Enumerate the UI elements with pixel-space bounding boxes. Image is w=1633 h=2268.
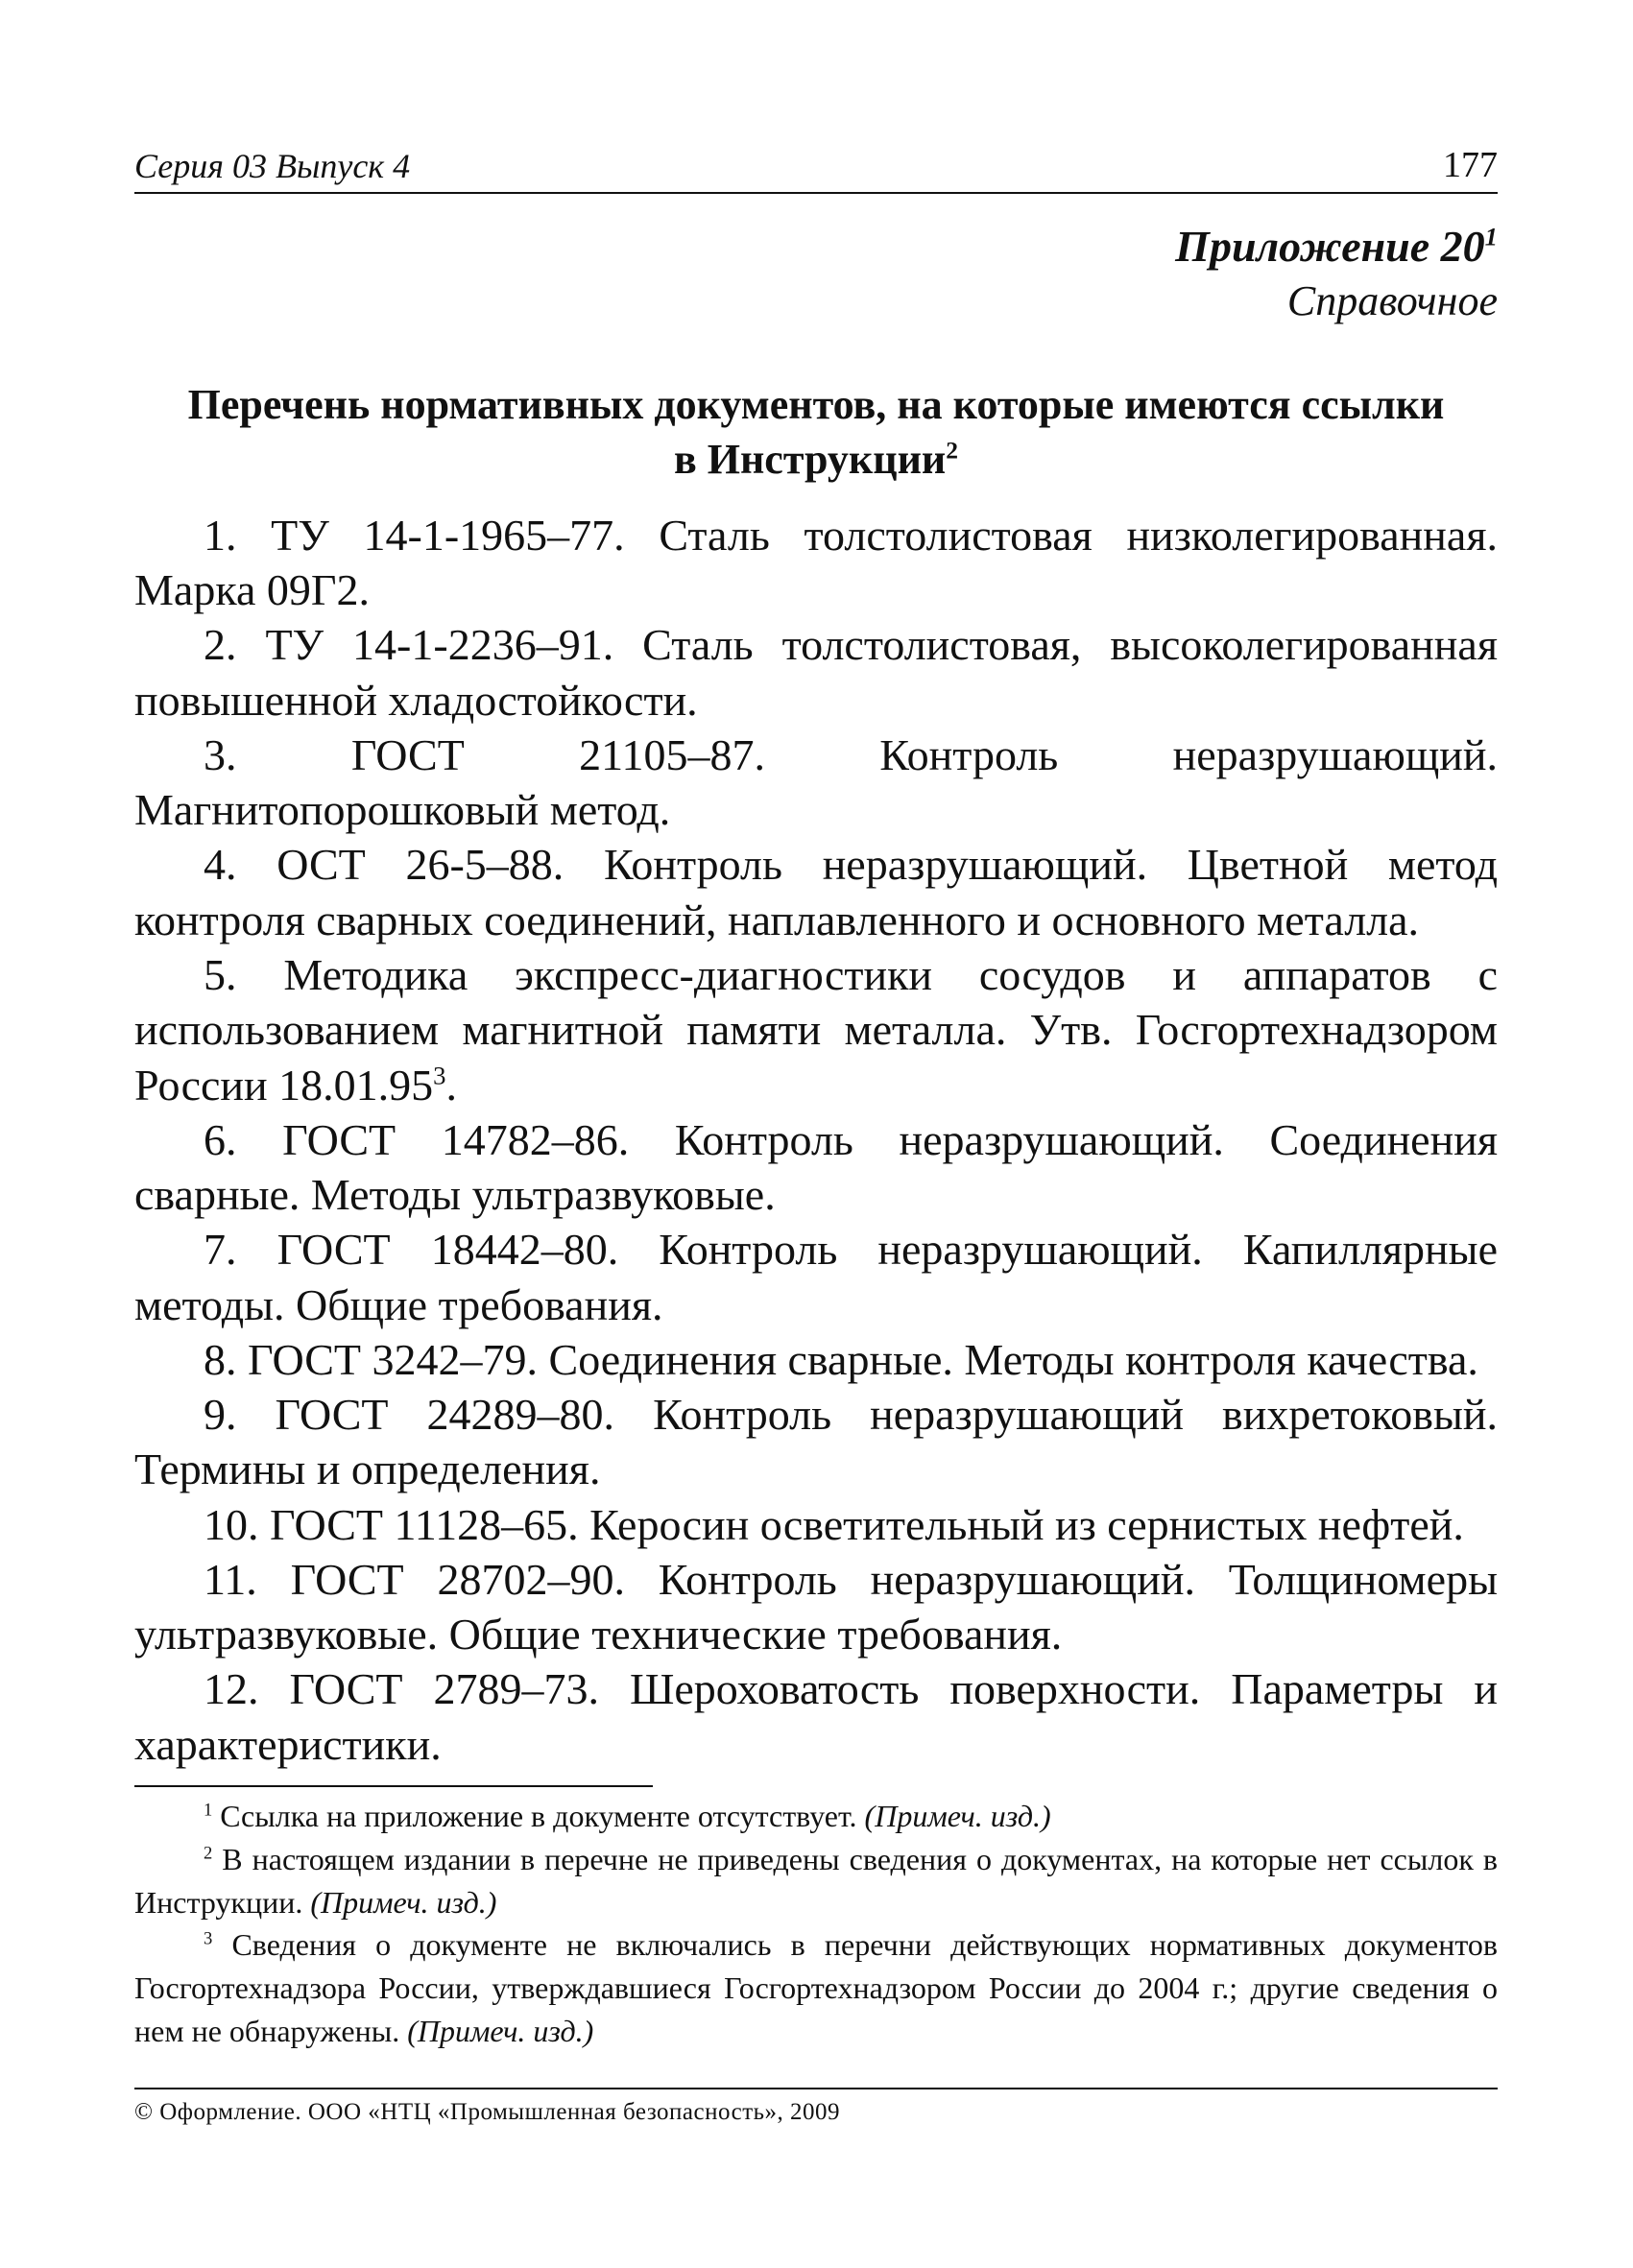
appendix-subtitle: Справочное bbox=[1286, 276, 1498, 324]
footnote-ref: 3 bbox=[433, 1061, 446, 1090]
footnote-mark: 3 bbox=[204, 1928, 213, 1949]
document-title: Перечень нормативных документов, на которые имеются ссылки в Инструкции$^2$ bbox=[187, 380, 1445, 483]
appendix-title: Приложение $20^1$ bbox=[1175, 222, 1498, 271]
series-label: Серия 03 Выпуск 4 bbox=[134, 147, 411, 185]
footnote: $^3$ Сведения о документе не включались в перечни действующих нормативных документов Госгортехнадзора России, утверждавшиеся Госгортехнадзором России до 2004 г.; другие сведения о нем не обнаружены. (Примеч. изд.) bbox=[134, 1927, 1499, 2048]
footnote-mark: 2 bbox=[204, 1843, 213, 1864]
list-item: 5. Методика экспресс-диагностики сосудов и аппаратов с использованием магнитной памяти металла. Утв. Госгортехнадзором России 18.01.95$^3$. bbox=[134, 950, 1498, 1110]
list-item: 4. ОСТ 26-5–88. Контроль неразрушающий. Цветной метод контроля сварных соединений, наплавленного и основного металла. bbox=[134, 840, 1498, 944]
list-item: 9. ГОСТ 24289–80. Контроль неразрушающий вихретоковый. Термины и определения. bbox=[134, 1390, 1498, 1494]
document-page bbox=[134, 144, 1498, 2126]
appendix-heading bbox=[134, 219, 1498, 327]
footnote-ref: 1 bbox=[1484, 222, 1498, 251]
footnote-ref: 2 bbox=[946, 436, 959, 465]
normative-documents-list bbox=[134, 508, 1498, 1772]
list-item: 2. ТУ 14-1-2236–91. Сталь толстолистовая, высоколегированная повышенной хладостойкости. bbox=[134, 620, 1498, 725]
running-header bbox=[134, 144, 1498, 194]
footnote: $^2$ В настоящем издании в перечне не приведены сведения о документах, на которые нет ссылок в Инструкции. (Примеч. изд.) bbox=[134, 1841, 1499, 1920]
footnote-mark: 1 bbox=[204, 1800, 213, 1821]
list-item: 10. ГОСТ 11128–65. Керосин осветительный из сернистых нефтей. bbox=[204, 1499, 1464, 1549]
list-item: 8. ГОСТ 3242–79. Соединения сварные. Методы контроля качества. bbox=[204, 1334, 1478, 1384]
footnote: $^1$ Ссылка на приложение в документе отсутствует. (Примеч. изд.) bbox=[204, 1798, 1051, 1833]
copyright-footer: © Оформление. ООО «НТЦ «Промышленная безопасность», 2009 bbox=[134, 2088, 1498, 2126]
list-item: 6. ГОСТ 14782–86. Контроль неразрушающий. Соединения сварные. Методы ультразвуковые. bbox=[134, 1114, 1498, 1220]
list-item: 3. ГОСТ 21105–87. Контроль неразрушающий. Магнитопорошковый метод. bbox=[134, 729, 1498, 835]
footnotes bbox=[134, 1795, 1498, 2053]
footnote-divider bbox=[134, 1785, 653, 1787]
list-item: 1. ТУ 14-1-1965–77. Сталь толстолистовая низколегированная. Марка 09Г2. bbox=[134, 510, 1498, 615]
list-item: 7. ГОСТ 18442–80. Контроль неразрушающий. Капиллярные методы. Общие требования. bbox=[134, 1225, 1498, 1329]
list-item: 11. ГОСТ 28702–90. Контроль неразрушающий. Толщиномеры ультразвуковые. Общие технические требования. bbox=[134, 1554, 1498, 1659]
list-item: 12. ГОСТ 2789–73. Шероховатость поверхности. Параметры и характеристики. bbox=[134, 1664, 1498, 1769]
page-number: 177 bbox=[1443, 145, 1498, 185]
